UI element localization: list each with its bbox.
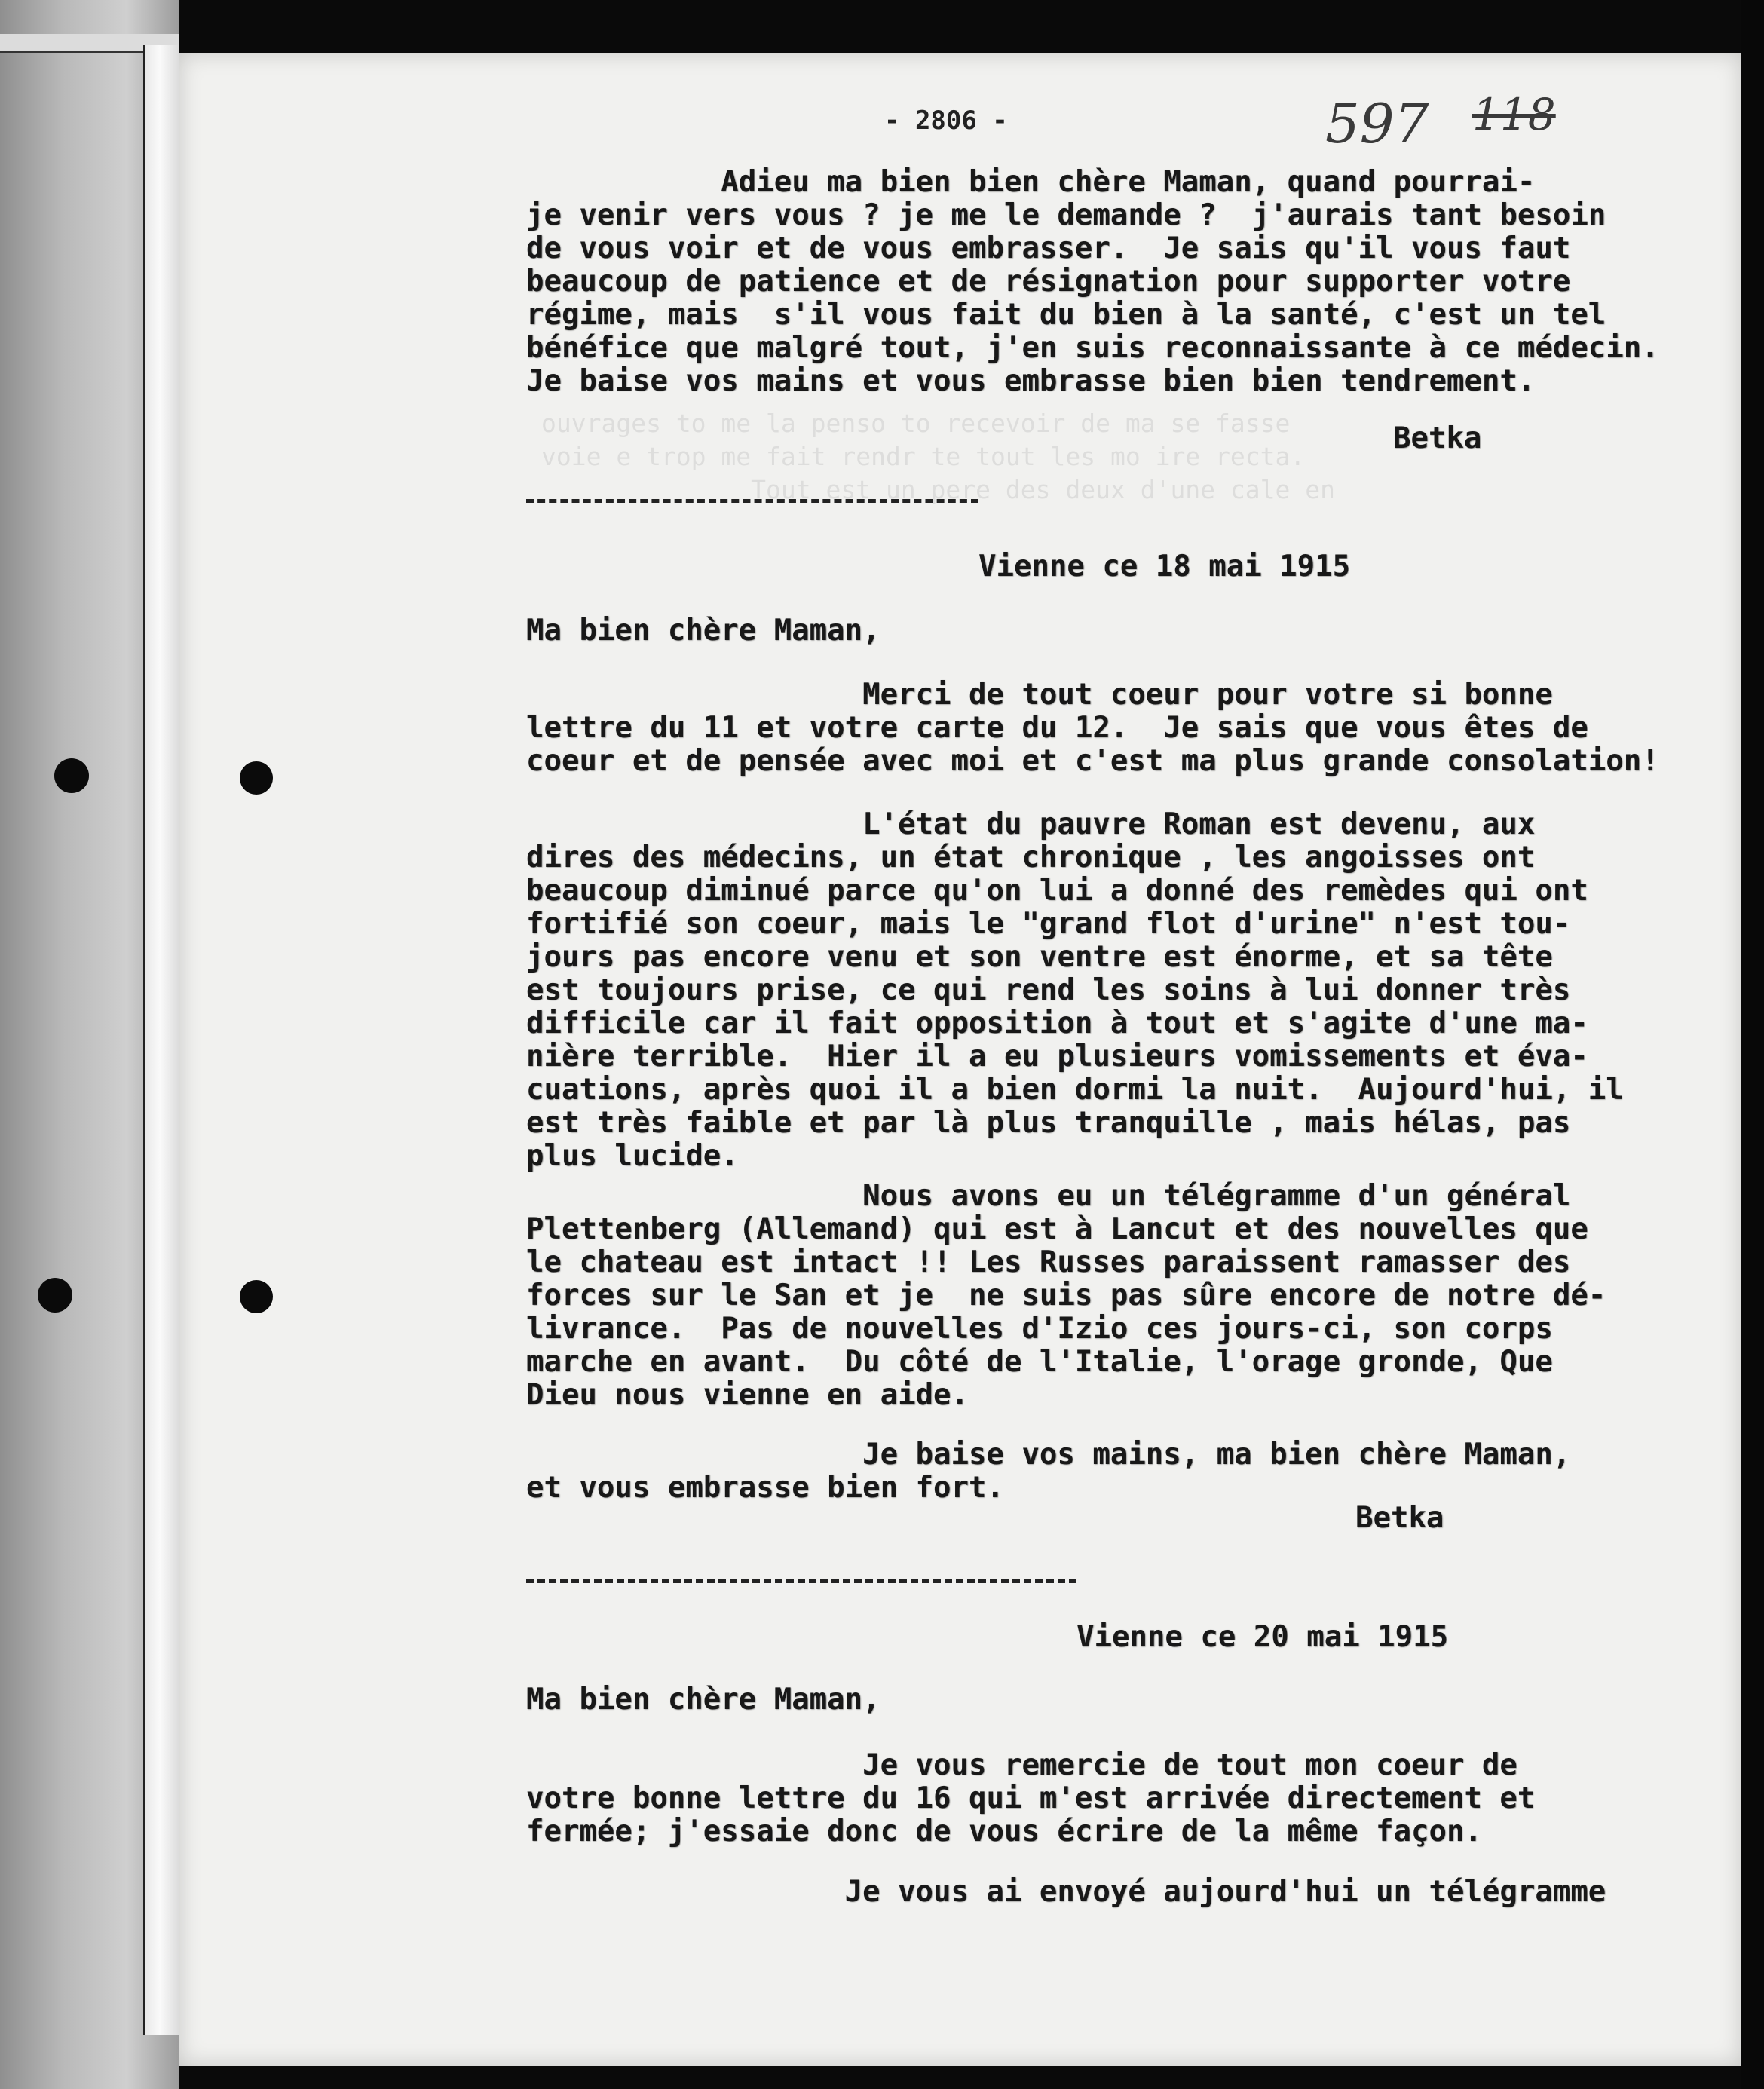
letter3-line: Je vous ai envoyé aujourd'hui un télégramme — [526, 1875, 1606, 1909]
letter2-line: coeur et de pensée avec moi et c'est ma plus grande consolation! — [526, 744, 1659, 778]
letter2-paragraph-3 — [526, 1180, 1606, 1412]
letter3-line: fermée; j'essaie donc de vous écrire de la même façon. — [526, 1815, 1482, 1849]
letter2-line: livrance. Pas de nouvelles d'Izio ces jours-ci, son corps — [526, 1312, 1553, 1346]
letter2-signature: Betka — [1355, 1501, 1444, 1535]
letter2-paragraph-2 — [526, 808, 1624, 1173]
letter2-line: Je baise vos mains, ma bien chère Maman, — [526, 1438, 1571, 1472]
letter1-line: Je baise vos mains et vous embrasse bien bien tendrement. — [526, 364, 1536, 398]
letter2-line: forces sur le San et je ne suis pas sûre encore de notre dé- — [526, 1279, 1606, 1313]
letter2-line: est toujours prise, ce qui rend les soins à lui donner très — [526, 973, 1571, 1007]
letter1-line: bénéfice que malgré tout, j'en suis reconnaissante à ce médecin. — [526, 331, 1659, 365]
letter1-body — [526, 166, 1659, 398]
letter1-line: régime, mais s'il vous fait du bien à la santé, c'est un tel — [526, 298, 1606, 332]
letter2-line: et vous embrasse bien fort. — [526, 1471, 1004, 1505]
punch-hole-top — [240, 761, 273, 795]
letter1-line: beaucoup de patience et de résignation pour supporter votre — [526, 265, 1571, 299]
letter3-date: Vienne ce 20 mai 1915 — [1076, 1620, 1449, 1654]
letter2-line: le chateau est intact !! Les Russes paraissent ramasser des — [526, 1245, 1571, 1279]
scan-border-top — [179, 0, 1764, 53]
binder-hole-bottom — [38, 1278, 72, 1313]
letter2-line: beaucoup diminué parce qu'on lui a donné des remèdes qui ont — [526, 874, 1588, 908]
handwritten-folio-number — [1325, 92, 1429, 155]
letter2-line: est très faible et par là plus tranquille , mais hélas, pas — [526, 1106, 1571, 1140]
letter2-closing — [526, 1438, 1570, 1505]
typed-page-number-text: - 2806 - — [884, 106, 1008, 136]
letter2-line: Plettenberg (Allemand) qui est à Lancut et des nouvelles que — [526, 1212, 1588, 1246]
typed-page-number — [884, 106, 1008, 136]
letter2-salutation: Ma bien chère Maman, — [526, 614, 880, 648]
letter2-line: fortifié son coeur, mais le "grand flot d'urine" n'est tou- — [526, 907, 1571, 941]
punch-hole-bottom — [240, 1280, 273, 1313]
letter2-line: L'état du pauvre Roman est devenu, aux — [526, 807, 1536, 841]
letter3-paragraph-2 — [526, 1876, 1606, 1909]
letter2-line: plus lucide. — [526, 1139, 739, 1173]
letter2-line: nière terrible. Hier il a eu plusieurs vomissements et éva- — [526, 1040, 1588, 1074]
scan-border-bottom — [179, 2066, 1764, 2089]
binder-edge — [143, 45, 183, 2035]
letter2-line: cuations, après quoi il a bien dormi la nuit. Aujourd'hui, il — [526, 1073, 1624, 1107]
letter2-line: Merci de tout coeur pour votre si bonne — [526, 678, 1553, 712]
handwritten-folio-number-crossed-text: 118 — [1472, 89, 1556, 140]
bleed-through-text: ouvrages to me la penso to recevoir de ma se fasse voie e trop me fait rendr te tout les mo ire recta. Tout est un pere des deux d'une cale en — [541, 409, 1335, 504]
letter2-line: difficile car il fait opposition à tout et s'agite d'une ma- — [526, 1006, 1588, 1040]
letter2-line: Nous avons eu un télégramme d'un général — [526, 1179, 1571, 1213]
letter2-line: dires des médecins, un état chronique , les angoisses ont — [526, 841, 1536, 875]
letter2-line: marche en avant. Du côté de l'Italie, l'orage gronde, Que — [526, 1345, 1553, 1379]
divider-line — [526, 1579, 1076, 1583]
letter1-signature: Betka — [1393, 421, 1482, 455]
divider-line — [526, 499, 978, 503]
letter3-line: Je vous remercie de tout mon coeur de — [526, 1748, 1517, 1782]
handwritten-folio-number-text: 597 — [1325, 92, 1429, 155]
letter3-line: votre bonne lettre du 16 qui m'est arrivée directement et — [526, 1781, 1536, 1815]
letter2-paragraph-1 — [526, 678, 1659, 778]
letter3-salutation: Ma bien chère Maman, — [526, 1683, 880, 1717]
document-page — [179, 53, 1741, 2066]
binder-hole-top — [54, 758, 89, 793]
letter1-line: je venir vers vous ? je me le demande ? j'aurais tant besoin — [526, 198, 1606, 232]
letter1-line: de vous voir et de vous embrasser. Je sais qu'il vous faut — [526, 231, 1571, 265]
letter2-line: lettre du 11 et votre carte du 12. Je sais que vous êtes de — [526, 711, 1588, 745]
letter2-line: jours pas encore venu et son ventre est énorme, et sa tête — [526, 940, 1553, 974]
letter3-paragraph-1 — [526, 1749, 1535, 1849]
letter2-date: Vienne ce 18 mai 1915 — [978, 550, 1351, 584]
scan-border-right — [1741, 0, 1764, 2089]
handwritten-folio-number-crossed — [1472, 89, 1556, 140]
letter2-line: Dieu nous vienne en aide. — [526, 1378, 969, 1412]
letter1-line: Adieu ma bien bien chère Maman, quand pourrai- — [526, 165, 1536, 199]
